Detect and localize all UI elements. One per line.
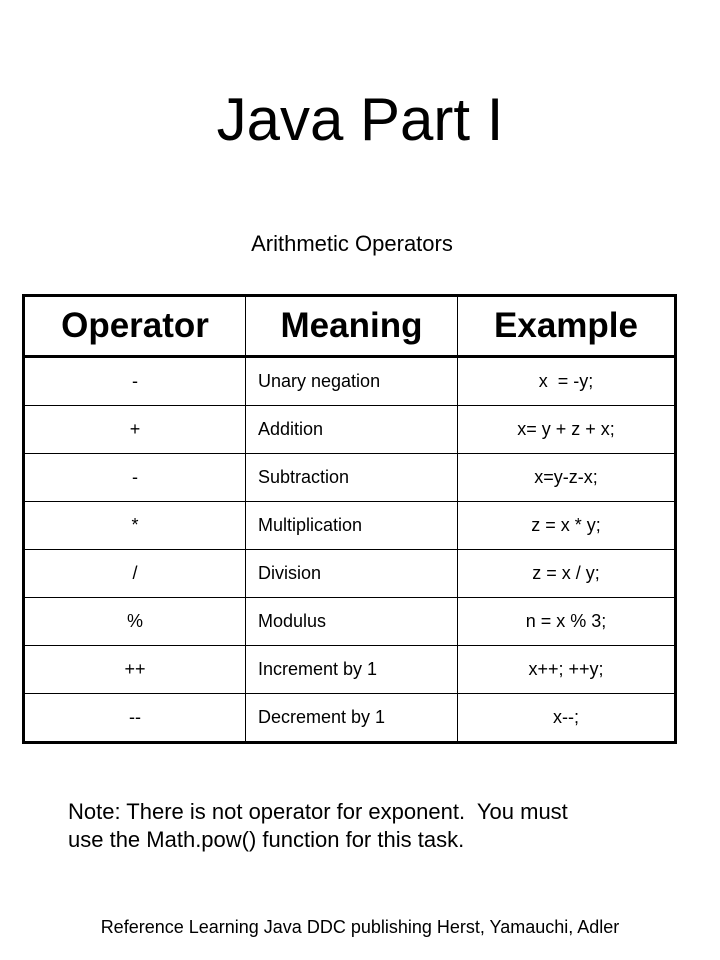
header-meaning: Meaning bbox=[246, 296, 458, 357]
operator-cell: -- bbox=[24, 694, 246, 743]
operator-cell: + bbox=[24, 406, 246, 454]
example-cell: x=y-z-x; bbox=[458, 454, 676, 502]
operator-cell: / bbox=[24, 550, 246, 598]
header-operator: Operator bbox=[24, 296, 246, 357]
note-line-2: use the Math.pow() function for this task. bbox=[68, 827, 465, 852]
operator-cell: * bbox=[24, 502, 246, 550]
meaning-cell: Decrement by 1 bbox=[246, 694, 458, 743]
table-caption: Arithmetic Operators bbox=[251, 231, 453, 256]
operator-cell: - bbox=[24, 454, 246, 502]
operator-cell: - bbox=[24, 357, 246, 406]
table-header-row bbox=[24, 296, 676, 357]
example-cell: z = x * y; bbox=[458, 502, 676, 550]
table-row bbox=[24, 550, 676, 598]
table-row bbox=[24, 598, 676, 646]
exponent-note bbox=[68, 798, 668, 854]
operators-table bbox=[22, 294, 677, 744]
meaning-cell: Increment by 1 bbox=[246, 646, 458, 694]
table-row bbox=[24, 357, 676, 406]
meaning-cell: Unary negation bbox=[246, 357, 458, 406]
example-cell: x++; ++y; bbox=[458, 646, 676, 694]
note-line-1: Note: There is not operator for exponent. You must bbox=[68, 799, 568, 824]
header-example: Example bbox=[458, 296, 676, 357]
reference-footer: Reference Learning Java DDC publishing Herst, Yamauchi, Adler bbox=[100, 917, 620, 937]
operator-cell: % bbox=[24, 598, 246, 646]
meaning-cell: Addition bbox=[246, 406, 458, 454]
table-row bbox=[24, 454, 676, 502]
example-cell: x = -y; bbox=[458, 357, 676, 406]
example-cell: x--; bbox=[458, 694, 676, 743]
table-row bbox=[24, 406, 676, 454]
meaning-cell: Multiplication bbox=[246, 502, 458, 550]
table-row bbox=[24, 646, 676, 694]
table-row bbox=[24, 694, 676, 743]
example-cell: z = x / y; bbox=[458, 550, 676, 598]
table-row bbox=[24, 502, 676, 550]
meaning-cell: Subtraction bbox=[246, 454, 458, 502]
example-cell: x= y + z + x; bbox=[458, 406, 676, 454]
meaning-cell: Modulus bbox=[246, 598, 458, 646]
example-cell: n = x % 3; bbox=[458, 598, 676, 646]
meaning-cell: Division bbox=[246, 550, 458, 598]
operator-cell: ++ bbox=[24, 646, 246, 694]
page-title: Java Part I bbox=[216, 86, 504, 153]
